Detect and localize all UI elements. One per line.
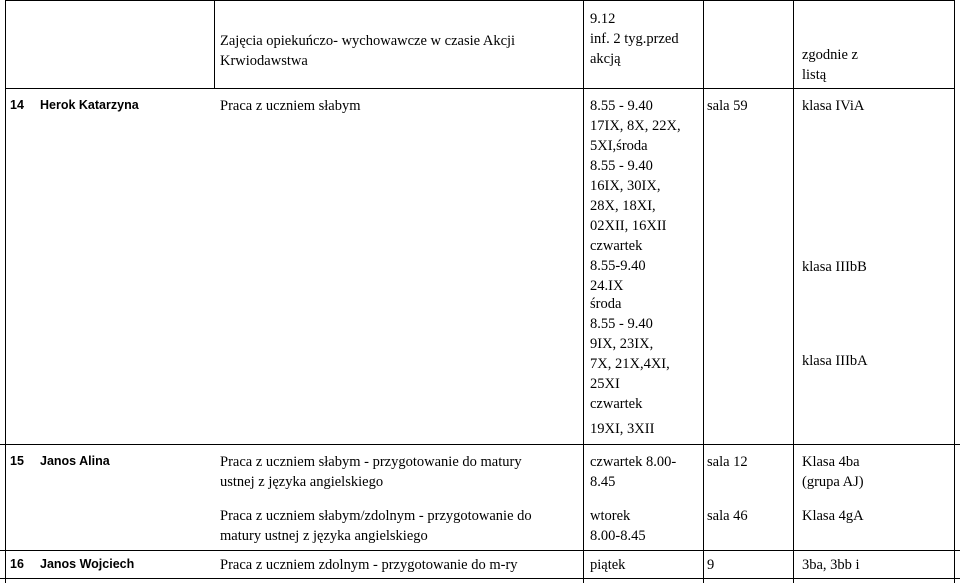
- class-line: Klasa 4ba: [802, 454, 860, 470]
- grid-vline: [214, 0, 215, 88]
- header-time-line: akcją: [590, 51, 621, 67]
- schedule-line: 02XII, 16XII: [590, 218, 667, 234]
- schedule-line: czwartek 8.00-: [590, 454, 677, 470]
- row-number: 15: [10, 454, 24, 468]
- class-label: [802, 452, 864, 492]
- row-number: 16: [10, 557, 24, 571]
- class-label: klasa IIIbB: [802, 259, 867, 275]
- header-time-line: inf. 2 tyg.przed: [590, 31, 679, 47]
- grid-hline: [5, 88, 955, 89]
- activity-line: Praca z uczniem słabym/zdolnym - przygotowanie do: [220, 508, 532, 524]
- grid-hline: [0, 550, 960, 551]
- schedule-line: środa: [590, 296, 622, 312]
- header-time-line: 9.12: [590, 11, 616, 27]
- header-time: [590, 9, 679, 69]
- class-label: 3ba, 3bb i: [802, 557, 860, 573]
- schedule-line: 8.55 - 9.40: [590, 316, 653, 332]
- schedule-line: 7X, 21X,4XI,: [590, 356, 670, 372]
- class-label: klasa IViA: [802, 98, 865, 114]
- schedule-line: 28X, 18XI,: [590, 198, 656, 214]
- header-title: [220, 31, 515, 71]
- grid-hline: [0, 578, 960, 579]
- activity: [220, 452, 522, 492]
- room: sala 46: [707, 508, 748, 524]
- class-line: (grupa AJ): [802, 474, 864, 490]
- teacher-name: Janos Wojciech: [40, 557, 135, 571]
- schedule-line: 5XI,środa: [590, 138, 648, 154]
- activity: Praca z uczniem zdolnym - przygotowanie do m-ry: [220, 557, 518, 573]
- schedule-line: czwartek: [590, 396, 643, 412]
- schedule-block: [590, 506, 646, 546]
- schedule-line: 25XI: [590, 376, 620, 392]
- schedule-block: [590, 452, 676, 492]
- class-label: klasa IIIbA: [802, 353, 868, 369]
- class-label: Klasa 4gA: [802, 508, 864, 524]
- header-class-line: listą: [802, 67, 827, 83]
- day: piątek: [590, 557, 626, 573]
- grid-hline: [0, 444, 960, 445]
- schedule-block: [590, 96, 681, 296]
- schedule-block: [590, 294, 670, 414]
- room: sala 12: [707, 454, 748, 470]
- activity-line: Praca z uczniem słabym - przygotowanie do matury: [220, 454, 522, 470]
- grid-hline: [5, 0, 955, 1]
- teacher-name: Herok Katarzyna: [40, 98, 139, 112]
- row-number: 14: [10, 98, 24, 112]
- teacher-name: Janos Alina: [40, 454, 110, 468]
- schedule-line: czwartek: [590, 238, 643, 254]
- schedule-line: 8.00-8.45: [590, 528, 646, 544]
- schedule-line: 16IX, 30IX,: [590, 178, 661, 194]
- schedule-line: 8.55 - 9.40: [590, 158, 653, 174]
- schedule-line: 17IX, 8X, 22X,: [590, 118, 681, 134]
- header-title-line: Krwiodawstwa: [220, 53, 308, 69]
- schedule-line: 8.55-9.40: [590, 258, 646, 274]
- schedule-line: 9IX, 23IX,: [590, 336, 654, 352]
- schedule-line: 8.55 - 9.40: [590, 98, 653, 114]
- activity: Praca z uczniem słabym: [220, 98, 361, 114]
- header-class: [802, 45, 858, 85]
- schedule-line: 24.IX: [590, 278, 624, 294]
- room: 9: [707, 557, 715, 573]
- activity-line: ustnej z języka angielskiego: [220, 474, 384, 490]
- schedule-line: wtorek: [590, 508, 631, 524]
- room: sala 59: [707, 98, 748, 114]
- header-class-line: zgodnie z: [802, 47, 858, 63]
- schedule-line: 8.45: [590, 474, 616, 490]
- header-title-line: Zajęcia opiekuńczo- wychowawcze w czasie Akcji: [220, 33, 516, 49]
- activity: [220, 506, 532, 546]
- activity-line: matury ustnej z języka angielskiego: [220, 528, 428, 544]
- schedule-line: 19XI, 3XII: [590, 421, 655, 437]
